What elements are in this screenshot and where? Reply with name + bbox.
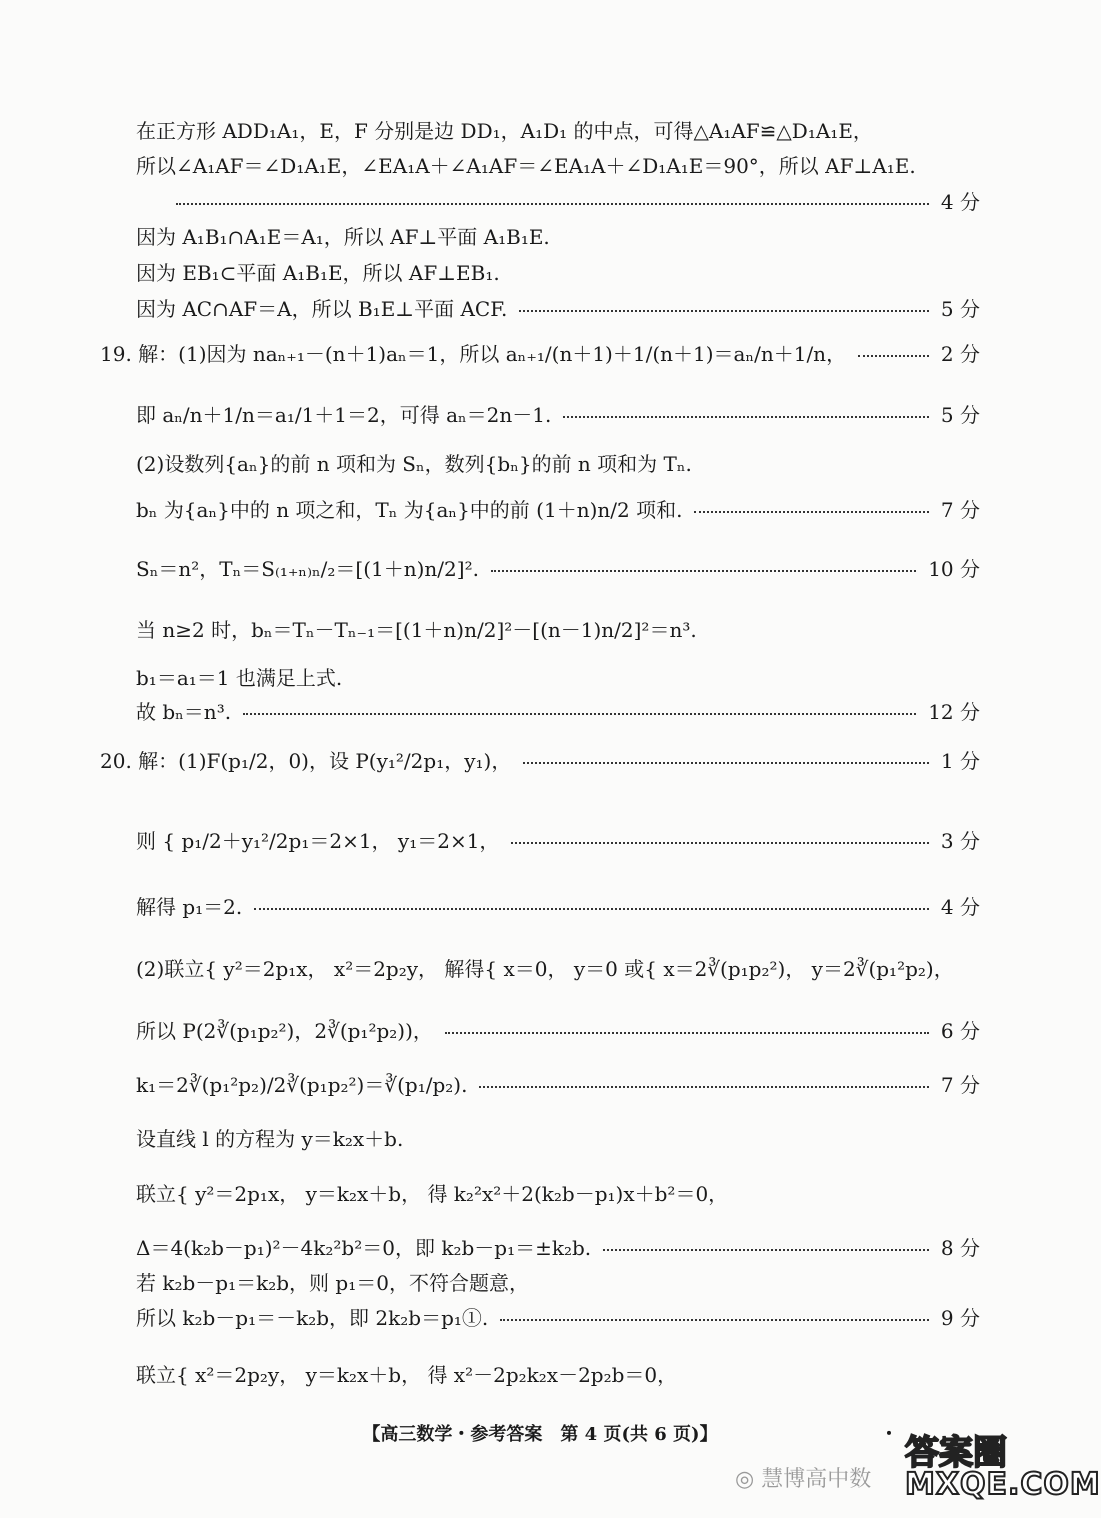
dot-leader xyxy=(858,355,929,357)
dot-leader xyxy=(603,1249,929,1251)
line-text: k₁＝2∛(p₁²p₂)/2∛(p₁p₂²)＝∛(p₁/p₂). xyxy=(136,1072,468,1097)
line-text: 所以∠A₁AF＝∠D₁A₁E，∠EA₁A＋∠A₁AF＝∠EA₁A＋∠D₁A₁E＝90°，所以 AF⊥A₁E. xyxy=(136,153,916,178)
dot-leader xyxy=(511,842,928,844)
line-text: 联立{ x²＝2p₂y， y＝k₂x＋b， 得 x²－2p₂k₂x－2p₂b＝0， xyxy=(136,1362,678,1387)
dot-leader xyxy=(254,908,929,910)
line-text: 20. 解：(1)F(p₁/2，0)，设 P(y₁²/2p₁，y₁)， xyxy=(100,748,512,773)
footer-text: 【高三数学・参考答案 第 4 页(共 6 页)】 xyxy=(362,1424,718,1445)
line-text: (2)联立{ y²＝2p₁x， x²＝2p₂y， 解得{ x＝0， y＝0 或{ x＝2∛(p₁p₂²)， y＝2∛(p₁²p₂)， xyxy=(136,956,954,981)
text-line xyxy=(100,335,980,369)
text-line xyxy=(136,822,980,856)
score: 10 分 xyxy=(928,556,980,581)
line-text: 解得 p₁＝2. xyxy=(136,894,243,919)
logo-text-bottom: MXQE.COM xyxy=(905,1467,1101,1502)
text-line xyxy=(136,659,980,693)
line-text: 19. 解：(1)因为 naₙ₊₁－(n＋1)aₙ＝1，所以 aₙ₊₁/(n＋1)＋1/(n＋1)＝aₙ/n＋1/n， xyxy=(100,341,847,366)
text-line xyxy=(136,950,980,984)
text-line xyxy=(136,1066,980,1100)
text-line xyxy=(136,693,980,727)
line-text: 因为 AC∩AF＝A，所以 B₁E⊥平面 ACF. xyxy=(136,296,508,321)
text-line xyxy=(136,218,980,252)
score: 9 分 xyxy=(940,1305,980,1330)
line-text: 联立{ y²＝2p₁x， y＝k₂x＋b， 得 k₂²x²＋2(k₂b－p₁)x＋b²＝0， xyxy=(136,1181,729,1206)
text-line xyxy=(136,550,980,584)
line-text: 即 aₙ/n＋1/n＝a₁/1＋1＝2，可得 aₙ＝2n－1. xyxy=(136,402,552,427)
score: 7 分 xyxy=(940,1072,980,1097)
dot-leader xyxy=(176,203,929,205)
line-text: (2)设数列{aₙ}的前 n 项和为 Sₙ，数列{bₙ}的前 n 项和为 Tₙ. xyxy=(136,451,692,476)
score: 4 分 xyxy=(940,189,980,214)
wechat-icon: ◎ xyxy=(735,1467,755,1492)
line-text: b₁＝a₁＝1 也满足上式. xyxy=(136,665,343,690)
dot-leader xyxy=(500,1319,929,1321)
text-line xyxy=(136,491,980,525)
text-line xyxy=(136,1120,980,1154)
dot-leader xyxy=(479,1086,928,1088)
line-text: 则 { p₁/2＋y₁²/2p₁＝2×1， y₁＝2×1， xyxy=(136,828,500,853)
dot-leader xyxy=(445,1032,929,1034)
line-text: 当 n≥2 时，bₙ＝Tₙ－Tₙ₋₁＝[(1＋n)n/2]²－[(n－1)n/2]²＝n³. xyxy=(136,617,697,642)
line-text: 故 bₙ＝n³. xyxy=(136,699,232,724)
text-line xyxy=(136,1012,980,1046)
score: 12 分 xyxy=(928,699,980,724)
score: 8 分 xyxy=(940,1235,980,1260)
wechat-watermark xyxy=(735,1462,871,1493)
wechat-watermark-text: 慧博高中数 xyxy=(761,1467,872,1492)
score: 5 分 xyxy=(940,402,980,427)
text-line xyxy=(136,112,980,146)
score: 1 分 xyxy=(940,748,980,773)
score: 6 分 xyxy=(940,1018,980,1043)
text-line xyxy=(136,1175,980,1209)
dot-leader xyxy=(563,416,929,418)
score: 3 分 xyxy=(940,828,980,853)
text-line xyxy=(100,742,980,776)
line-text: 设直线 l 的方程为 y＝k₂x＋b. xyxy=(136,1126,404,1151)
score: 2 分 xyxy=(940,341,980,366)
line-text: Δ＝4(k₂b－p₁)²－4k₂²b²＝0，即 k₂b－p₁＝±k₂b. xyxy=(136,1235,592,1260)
line-text: 因为 A₁B₁∩A₁E＝A₁，所以 AF⊥平面 A₁B₁E. xyxy=(136,224,550,249)
text-line xyxy=(136,445,980,479)
line-text: bₙ 为{aₙ}中的 n 项之和，Tₙ 为{aₙ}中的前 (1＋n)n/2 项和. xyxy=(136,497,683,522)
line-text: 若 k₂b－p₁＝k₂b，则 p₁＝0，不符合题意， xyxy=(136,1270,529,1295)
score: 5 分 xyxy=(940,296,980,321)
line-text: 因为 EB₁⊂平面 A₁B₁E，所以 AF⊥EB₁. xyxy=(136,260,500,285)
logo-text-top: 答案圈 xyxy=(905,1433,1007,1473)
dot-leader xyxy=(491,570,916,572)
site-logo-watermark xyxy=(905,1425,1101,1505)
dot-leader xyxy=(523,762,929,764)
text-line xyxy=(136,888,980,922)
text-line xyxy=(136,290,980,324)
dot-leader xyxy=(243,713,916,715)
text-line xyxy=(136,147,980,181)
dot-leader xyxy=(519,310,929,312)
text-line xyxy=(136,1356,980,1390)
line-text: 所以 P(2∛(p₁p₂²)，2∛(p₁²p₂))， xyxy=(136,1018,433,1043)
text-line xyxy=(136,1299,980,1333)
score: 4 分 xyxy=(940,894,980,919)
line-text: 所以 k₂b－p₁＝－k₂b，即 2k₂b＝p₁①. xyxy=(136,1305,489,1330)
text-line xyxy=(136,396,980,430)
text-line xyxy=(136,254,980,288)
text-line xyxy=(136,1229,980,1263)
line-text: Sₙ＝n²，Tₙ＝S₍₁₊ₙ₎ₙ/₂＝[(1＋n)n/2]². xyxy=(136,556,479,581)
text-line xyxy=(136,611,980,645)
line-text: 在正方形 ADD₁A₁，E，F 分别是边 DD₁，A₁D₁ 的中点，可得△A₁AF≌△D₁A₁E， xyxy=(136,118,873,143)
score: 7 分 xyxy=(940,497,980,522)
text-line xyxy=(136,183,980,217)
dot-leader xyxy=(694,511,928,513)
text-line xyxy=(136,1264,980,1298)
footer-dot: ・ xyxy=(880,1424,898,1445)
